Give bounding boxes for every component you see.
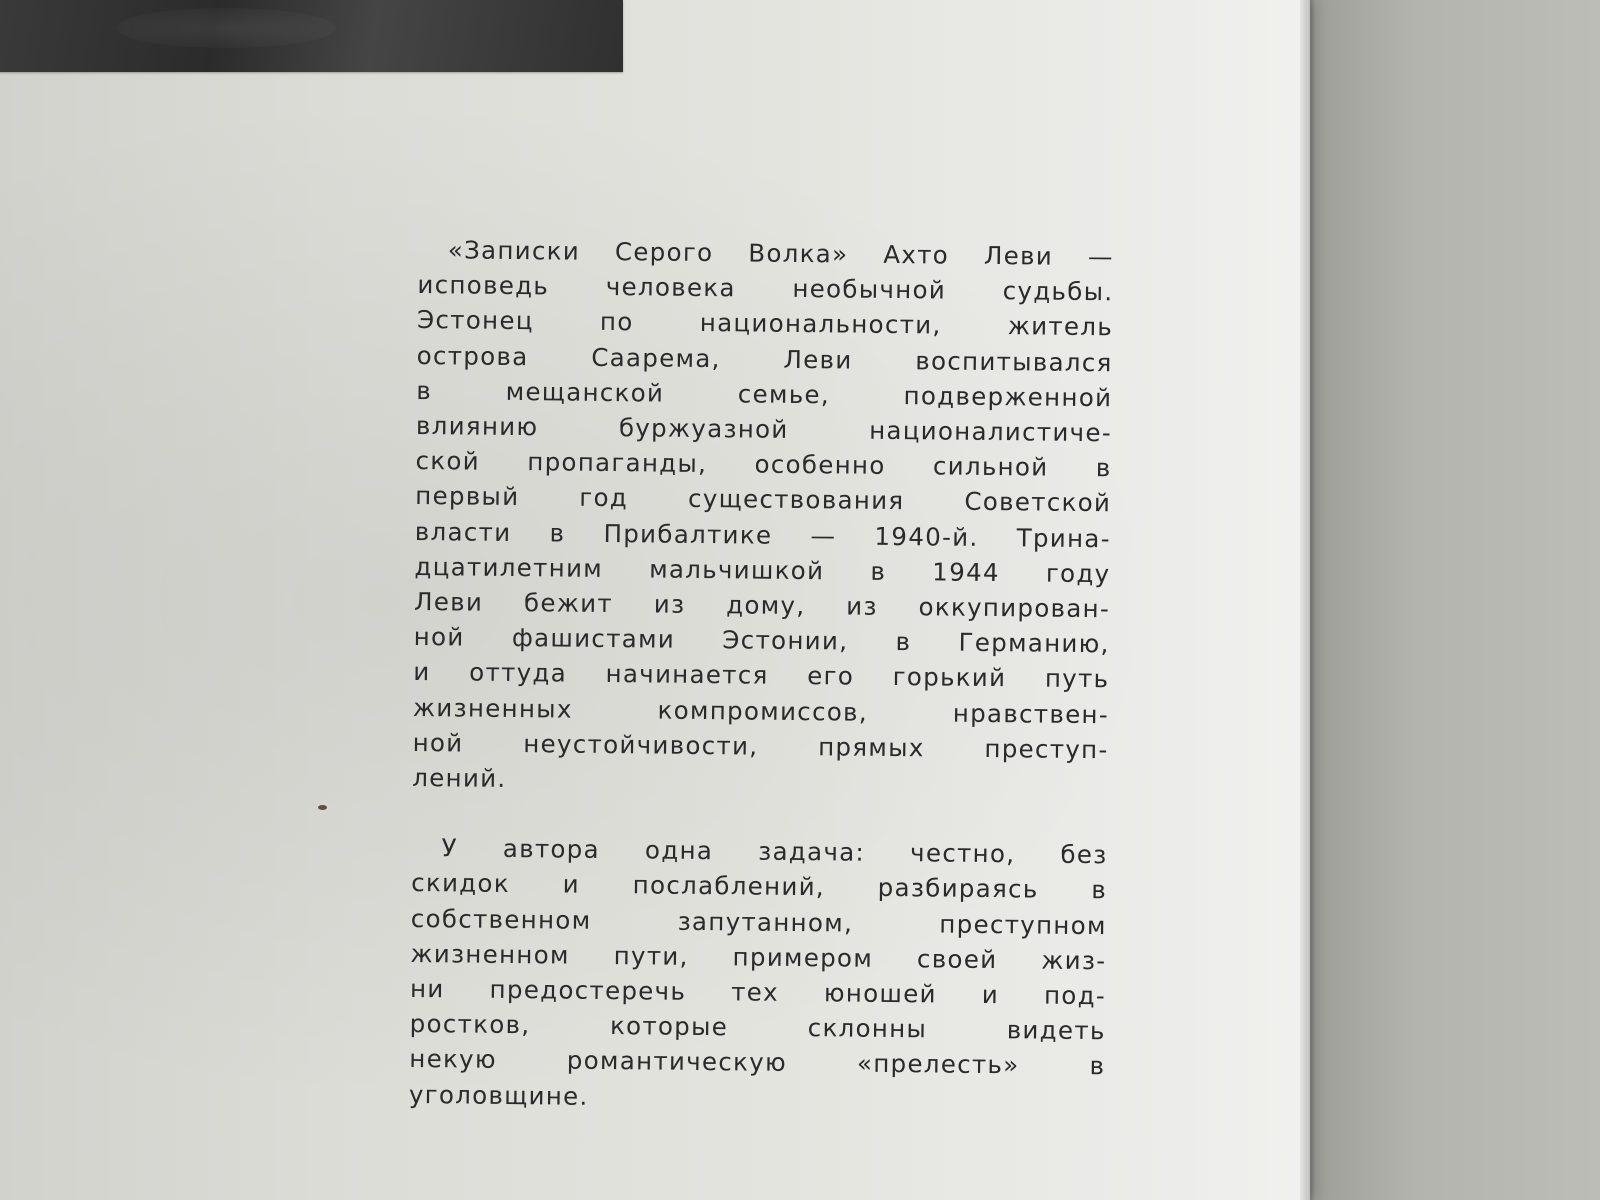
text-line: ской пропаганды, особенно сильной в: [415, 446, 1112, 483]
text-line: некую романтическую «прелесть» в: [409, 1044, 1106, 1081]
text-line: исповедь человека необычной судьбы.: [417, 270, 1114, 307]
text-line: в мещанской семье, подверженной: [416, 375, 1113, 413]
text-line: ной неустойчивости, прямых преступ-: [412, 727, 1109, 765]
text-line: ростков, которые склонны видеть: [409, 1009, 1106, 1046]
text-line: жизненном пути, примером своей жиз-: [410, 938, 1107, 976]
photo-fragment: [0, 0, 623, 72]
text-line: У автора одна задача: честно, без: [441, 833, 1108, 870]
paragraph-2: [409, 830, 1108, 1119]
text-line: власти в Прибалтике — 1940-й. Трина-: [414, 516, 1111, 553]
annotation-text: [409, 232, 1114, 1119]
text-line: ни предостеречь тех юношей и под-: [409, 974, 1107, 1011]
blurred-background-text: [1411, 867, 1593, 941]
text-line: дцатилетним мальчишкой в 1944 году: [414, 551, 1111, 589]
paragraph-1: [412, 232, 1114, 803]
paper-speck: [318, 805, 327, 810]
underlying-page: [1316, 0, 1600, 1200]
photo-sheen: [116, 8, 336, 48]
text-line: влиянию буржуазной националистиче-: [415, 411, 1113, 448]
text-line: острова Саарема, Леви воспитывался: [416, 340, 1113, 377]
text-line: собственном запутанном, преступном: [410, 903, 1107, 940]
text-line: скидок и послаблений, разбираясь в: [411, 868, 1108, 905]
text-line: ной фашистами Эстонии, в Германию,: [413, 622, 1110, 659]
text-line: «Записки Серого Волка» Ахто Леви —: [447, 235, 1114, 272]
text-line: жизненных компромиссов, нравствен-: [412, 692, 1110, 729]
text-line: первый год существования Советской: [415, 481, 1112, 518]
text-line: и оттуда начинается его горький путь: [413, 657, 1110, 694]
text-line: лений.: [412, 763, 507, 794]
page-edge-shadow: [1300, 0, 1316, 1200]
text-line: Эстонец по национальности, житель: [416, 305, 1114, 342]
text-line: уголовщине.: [408, 1079, 589, 1111]
text-line: Леви бежит из дому, из оккупирован-: [413, 587, 1111, 624]
